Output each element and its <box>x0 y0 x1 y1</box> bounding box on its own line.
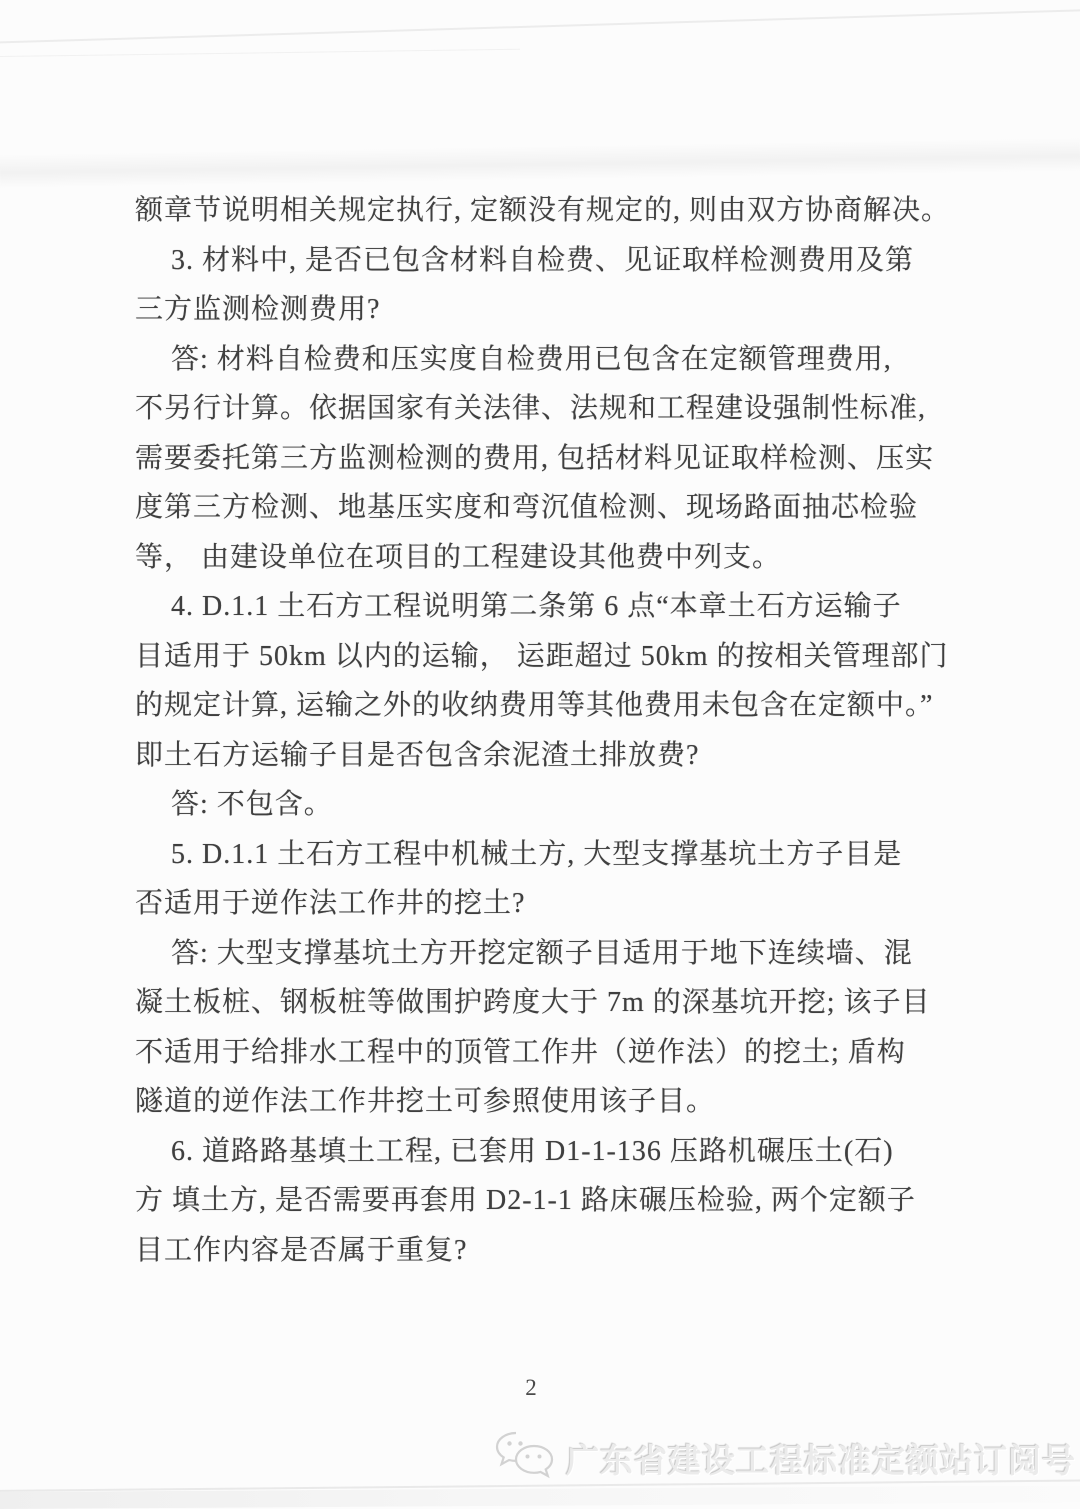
scan-artifact-top-band <box>0 138 1080 189</box>
text-line: 答: 不包含。 <box>171 789 333 820</box>
scan-artifact-top-line-2 <box>0 49 520 57</box>
text-line: 答: 材料自检费和压实度自检费用已包含在定额管理费用, <box>171 343 892 375</box>
text-line: 不另行计算。依据国家有关法律、法规和工程建设强制性标准, <box>135 393 927 424</box>
text-line: 4. D.1.1 土石方工程说明第二条第 6 点“本章土石方运输子 <box>171 591 902 622</box>
watermark-text: 广东省建设工程标准定额站订阅号 <box>566 1441 1076 1479</box>
document-text-block <box>135 186 950 1275</box>
text-line: 否适用于逆作法工作井的挖土? <box>135 888 526 919</box>
text-line: 度第三方检测、地基压实度和弯沉值检测、现场路面抽芯检验 <box>135 492 919 523</box>
text-line: 3. 材料中, 是否已包含材料自检费、见证取样检测费用及第 <box>171 244 915 276</box>
text-line: 目工作内容是否属于重复? <box>135 1234 468 1266</box>
text-line: 即土石方运输子目是否包含余泥渣土排放费? <box>135 739 700 771</box>
text-line: 目适用于 50km 以内的运输， 运距超过 50km 的按相关管理部门 <box>135 640 949 672</box>
text-line: 隧道的逆作法工作井挖土可参照使用该子目。 <box>135 1086 716 1117</box>
text-line: 等， 由建设单位在项目的工程建设其他费中列支。 <box>135 541 782 573</box>
text-line: 的规定计算, 运输之外的收纳费用等其他费用未包含在定额中。” <box>135 690 934 721</box>
scan-artifact-top-line <box>0 8 1080 44</box>
text-line: 不适用于给排水工程中的顶管工作井（逆作法）的挖土; 盾构 <box>135 1036 906 1068</box>
text-line: 答: 大型支撑基坑土方开挖定额子目适用于地下连续墙、混 <box>171 937 913 969</box>
watermark <box>494 1428 1076 1488</box>
wechat-icon <box>494 1429 558 1487</box>
page-number: 2 <box>525 1375 537 1400</box>
text-line: 三方监测检测费用? <box>135 294 381 325</box>
text-line: 5. D.1.1 土石方工程中机械土方, 大型支撑基坑土方子目是 <box>171 838 903 870</box>
text-line: 6. 道路路基填土工程, 已套用 D1-1-136 压路机碾压土(石) <box>171 1135 894 1167</box>
text-line: 额章节说明相关规定执行, 定额没有规定的, 则由双方协商解决。 <box>135 195 951 226</box>
text-line: 方 填土方, 是否需要再套用 D2-1-1 路床碾压检验, 两个定额子 <box>135 1185 916 1216</box>
text-line: 需要委托第三方监测检测的费用, 包括材料见证取样检测、压实 <box>135 442 935 474</box>
text-line: 凝土板桩、钢板桩等做围护跨度大于 7m 的深基坑开挖; 该子目 <box>135 987 931 1018</box>
